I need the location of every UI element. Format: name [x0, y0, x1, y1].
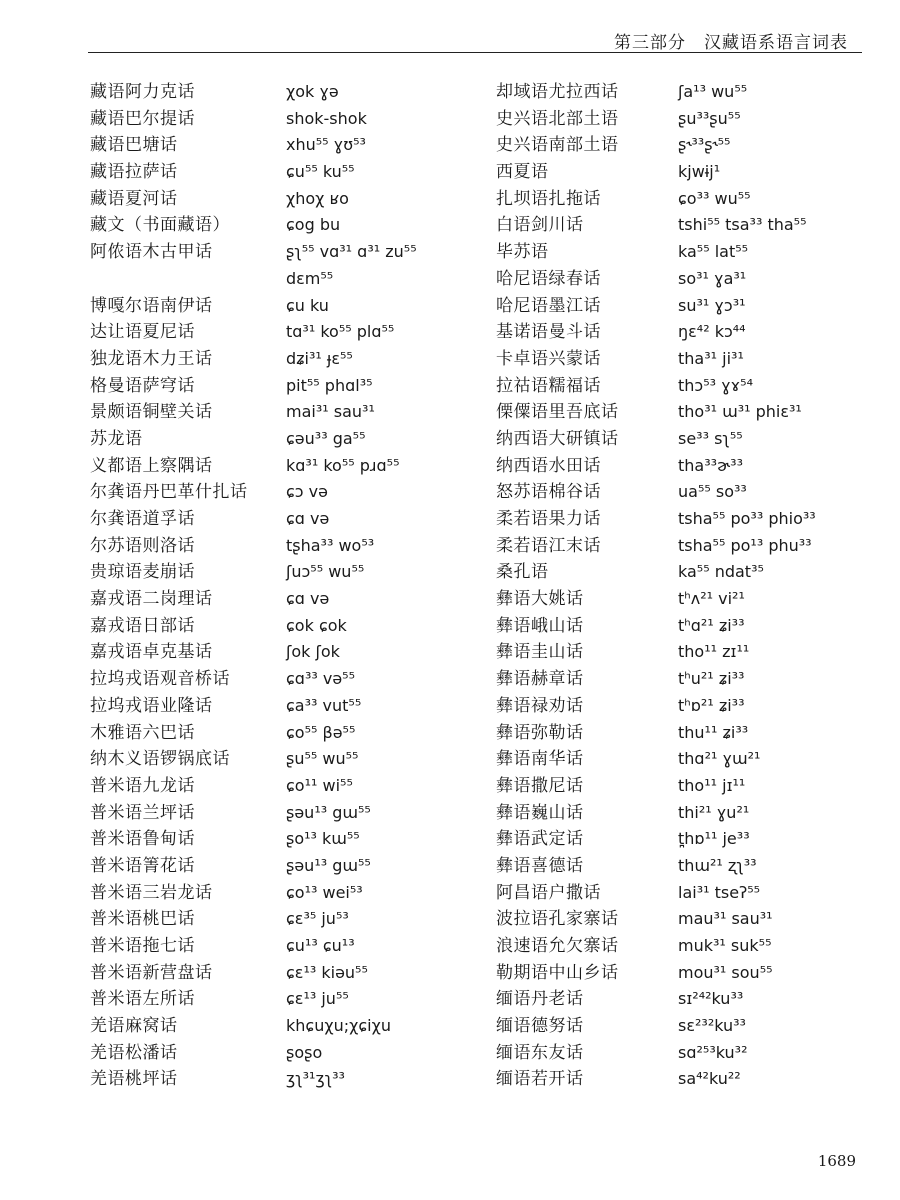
word-entry — [90, 373, 490, 400]
phonetic-form: mou³¹ sou⁵⁵ — [678, 962, 773, 982]
phonetic-form: ɕɑ və — [286, 589, 330, 609]
word-entry — [90, 132, 490, 159]
phonetic-form: χok ɣə — [286, 82, 339, 101]
phonetic-form: ʂʅ⁵⁵ vɑ³¹ ɑ³¹ zu⁵⁵ — [286, 242, 417, 262]
word-entry — [496, 426, 876, 453]
phonetic-form: thɯ²¹ ʐʅ³³ — [678, 855, 757, 875]
phonetic-form: tho¹¹ jɪ¹¹ — [678, 775, 746, 795]
word-entry — [90, 693, 490, 720]
dialect-label: 尔苏语则洛话 — [90, 535, 195, 556]
word-entry — [496, 132, 876, 159]
word-entry — [90, 800, 490, 827]
phonetic-form: tshi⁵⁵ tsa³³ tha⁵⁵ — [678, 215, 807, 235]
dialect-label: 羌语松潘话 — [90, 1042, 178, 1063]
phonetic-form: ʒʅ³¹ʒʅ³³ — [286, 1069, 345, 1089]
phonetic-form: ɕu ku — [286, 295, 329, 315]
phonetic-form: tʂha³³ wo⁵³ — [286, 535, 375, 555]
phonetic-form: tɑ³¹ ko⁵⁵ plɑ⁵⁵ — [286, 322, 395, 342]
dialect-label: 彝语南华话 — [496, 749, 584, 770]
phonetic-form: tsha⁵⁵ po¹³ phu³³ — [678, 535, 812, 555]
word-entry — [90, 1040, 490, 1067]
page-number: 1689 — [817, 1152, 856, 1170]
phonetic-form: khɕuχu;χɕiχu — [286, 1016, 391, 1036]
word-entry — [90, 426, 490, 453]
dialect-label: 藏语巴塘话 — [90, 135, 178, 156]
word-entry — [496, 453, 876, 480]
word-entry — [90, 159, 490, 186]
dialect-label: 彝语圭山话 — [496, 642, 584, 663]
word-entry — [496, 800, 876, 827]
dialect-label: 却域语尤拉西话 — [496, 82, 619, 102]
phonetic-form: ɕo¹³ wei⁵³ — [286, 882, 363, 902]
phonetic-form: tʰʌ²¹ vi²¹ — [678, 589, 745, 609]
word-entry — [496, 1013, 876, 1040]
dialect-label: 彝语撒尼话 — [496, 775, 584, 796]
word-entry — [496, 533, 876, 560]
phonetic-form: t̪hɒ¹¹ je³³ — [678, 829, 750, 849]
dialect-label: 阿昌语户撒话 — [496, 882, 601, 903]
phonetic-form: thi²¹ ɣu²¹ — [678, 802, 750, 822]
dialect-label: 彝语禄劝话 — [496, 695, 584, 716]
word-entry — [90, 639, 490, 666]
phonetic-form: lai³¹ tseʔ⁵⁵ — [678, 882, 761, 902]
dialect-label: 彝语巍山话 — [496, 802, 584, 823]
word-entry — [496, 693, 876, 720]
dialect-label: 嘉戎语二岗理话 — [90, 589, 213, 610]
word-entry — [90, 906, 490, 933]
phonetic-form: ŋɛ⁴² kɔ⁴⁴ — [678, 322, 746, 342]
phonetic-form: ua⁵⁵ so³³ — [678, 482, 747, 502]
phonetic-form: xhu⁵⁵ ɣʊ⁵³ — [286, 135, 366, 155]
dialect-label: 傈僳语里吾底话 — [496, 402, 619, 423]
word-entry — [496, 1040, 876, 1067]
dialect-label: 怒苏语棉谷话 — [496, 482, 601, 503]
word-entry — [90, 1013, 490, 1040]
word-entry — [90, 79, 490, 106]
phonetic-form: mai³¹ sau³¹ — [286, 402, 375, 422]
phonetic-form: se³³ sʅ⁵⁵ — [678, 428, 743, 448]
phonetic-form: ʂu³³ʂu⁵⁵ — [678, 108, 741, 128]
phonetic-form: ɕɛ³⁵ ju⁵³ — [286, 909, 349, 929]
phonetic-form: so³¹ ɣa³¹ — [678, 268, 747, 288]
word-entry — [496, 586, 876, 613]
phonetic-form: ɕəu³³ ga⁵⁵ — [286, 428, 366, 448]
phonetic-form: tʰɒ²¹ ʑi³³ — [678, 695, 745, 715]
dialect-label: 彝语弥勒话 — [496, 722, 584, 743]
word-entry — [496, 639, 876, 666]
dialect-label: 贵琼语麦崩话 — [90, 562, 195, 583]
dialect-label: 缅语丹老话 — [496, 989, 584, 1010]
dialect-label: 纳西语水田话 — [496, 455, 601, 476]
running-header-title: 第三部分 汉藏语系语言词表 — [614, 33, 848, 53]
word-entry — [496, 773, 876, 800]
phonetic-form: su³¹ ɣɔ³¹ — [678, 295, 746, 315]
dialect-label: 羌语桃坪话 — [90, 1069, 178, 1090]
dialect-label: 普米语兰坪话 — [90, 802, 195, 823]
dialect-label: 柔若语江末话 — [496, 535, 601, 556]
word-entry — [90, 1066, 490, 1093]
dialect-label: 博嘎尔语南伊话 — [90, 295, 213, 316]
dialect-label: 纳西语大研镇话 — [496, 428, 619, 449]
phonetic-form: tho¹¹ zɪ¹¹ — [678, 642, 750, 662]
word-entry — [90, 853, 490, 880]
word-entry — [90, 453, 490, 480]
dialect-label: 缅语东友话 — [496, 1042, 584, 1063]
phonetic-form: ʃok ʃok — [286, 642, 340, 662]
word-entry — [496, 159, 876, 186]
dialect-label: 藏语拉萨话 — [90, 162, 178, 183]
phonetic-form: ɕo¹¹ wi⁵⁵ — [286, 775, 353, 795]
dialect-label: 阿侬语木古甲话 — [90, 242, 213, 263]
phonetic-form: kjwɨj¹ — [678, 162, 721, 182]
word-entry — [90, 613, 490, 640]
phonetic-form: ɕo³³ wu⁵⁵ — [678, 188, 751, 208]
word-entry — [90, 960, 490, 987]
word-entry — [496, 266, 876, 293]
phonetic-form: sa⁴²ku²² — [678, 1069, 741, 1089]
word-entry — [90, 399, 490, 426]
phonetic-form: tho³¹ ɯ³¹ phiɛ³¹ — [678, 402, 802, 422]
dialect-label: 嘉戎语卓克基话 — [90, 642, 213, 663]
dialect-label: 彝语大姚话 — [496, 589, 584, 610]
word-entry — [496, 399, 876, 426]
phonetic-form: dɛm⁵⁵ — [286, 268, 334, 288]
dialect-label: 拉祜语糯福话 — [496, 375, 601, 396]
phonetic-form: ʂəu¹³ gɯ⁵⁵ — [286, 802, 371, 822]
dialect-label: 普米语三岩龙话 — [90, 882, 213, 903]
dialect-label: 缅语若开话 — [496, 1069, 584, 1090]
word-entry — [496, 986, 876, 1013]
word-entry — [496, 506, 876, 533]
left-column — [90, 79, 490, 1093]
dialect-label: 毕苏语 — [496, 242, 549, 263]
word-entry — [496, 613, 876, 640]
dialect-label: 达让语夏尼话 — [90, 322, 195, 343]
dialect-label: 藏语夏河话 — [90, 188, 178, 209]
phonetic-form: ka⁵⁵ ndat³⁵ — [678, 562, 764, 582]
right-column — [496, 79, 876, 1093]
word-entry — [496, 79, 876, 106]
dialect-label: 尔龚语丹巴革什扎话 — [90, 482, 248, 503]
word-entry — [496, 293, 876, 320]
dialect-label: 勒期语中山乡话 — [496, 962, 619, 983]
phonetic-form: tsha⁵⁵ po³³ phio³³ — [678, 509, 816, 528]
word-entry — [90, 106, 490, 133]
phonetic-form: tʰɑ²¹ ʑi³³ — [678, 615, 745, 635]
dialect-label: 藏语巴尔提话 — [90, 108, 195, 129]
phonetic-form: pit⁵⁵ phɑl³⁵ — [286, 375, 373, 395]
word-entry — [90, 479, 490, 506]
dialect-label: 哈尼语墨江话 — [496, 295, 601, 316]
phonetic-form: tʰu²¹ ʑi³³ — [678, 669, 745, 689]
word-entry — [90, 826, 490, 853]
word-entry — [90, 720, 490, 747]
word-entry — [496, 853, 876, 880]
dialect-label: 苏龙语 — [90, 428, 143, 449]
phonetic-form: ka⁵⁵ lat⁵⁵ — [678, 242, 749, 262]
phonetic-form: ʂu⁵⁵ wu⁵⁵ — [286, 749, 359, 769]
word-entry — [90, 933, 490, 960]
phonetic-form: dʑi³¹ ɟɛ⁵⁵ — [286, 348, 353, 368]
word-entry — [90, 586, 490, 613]
phonetic-form: sɪ²⁴²ku³³ — [678, 989, 744, 1009]
dialect-label: 拉坞戎语观音桥话 — [90, 669, 230, 690]
word-entry — [90, 533, 490, 560]
word-entry — [496, 960, 876, 987]
dialect-label: 纳木义语锣锅底话 — [90, 749, 230, 770]
phonetic-form: thu¹¹ ʑi³³ — [678, 722, 749, 742]
dialect-label: 普米语九龙话 — [90, 775, 195, 796]
phonetic-form: ʃuɔ⁵⁵ wu⁵⁵ — [286, 562, 365, 582]
dialect-label: 基诺语曼斗话 — [496, 322, 601, 343]
word-entry — [90, 293, 490, 320]
dialect-label: 藏文（书面藏语） — [90, 215, 230, 236]
word-entry — [90, 986, 490, 1013]
phonetic-form: shok-shok — [286, 108, 367, 128]
dialect-label: 羌语麻窝话 — [90, 1016, 178, 1037]
word-entry — [496, 373, 876, 400]
word-entry — [496, 746, 876, 773]
phonetic-form: sɛ²³²ku³³ — [678, 1016, 746, 1036]
word-entry — [496, 933, 876, 960]
dialect-label: 普米语左所话 — [90, 989, 195, 1010]
dialect-label: 普米语鲁甸话 — [90, 829, 195, 850]
dialect-label: 彝语喜德话 — [496, 855, 584, 876]
dialect-label: 哈尼语绿春话 — [496, 268, 601, 289]
word-entry — [90, 319, 490, 346]
phonetic-form: χhoχ ʁo — [286, 188, 349, 208]
dialect-label: 独龙语木力王话 — [90, 348, 213, 369]
word-entry — [496, 906, 876, 933]
dialect-label: 史兴语南部土语 — [496, 135, 619, 156]
phonetic-form: ɕog bu — [286, 215, 341, 235]
phonetic-form: ɕɔ və — [286, 482, 328, 502]
dialect-label: 浪速语允欠寨话 — [496, 936, 619, 956]
phonetic-form: mau³¹ sau³¹ — [678, 909, 773, 929]
dialect-label: 缅语德努话 — [496, 1016, 584, 1037]
phonetic-form: ɕɛ¹³ ju⁵⁵ — [286, 989, 349, 1009]
phonetic-form: ɕɑ³³ və⁵⁵ — [286, 669, 356, 689]
phonetic-form: ɕu⁵⁵ ku⁵⁵ — [286, 162, 355, 182]
word-entry — [90, 186, 490, 213]
word-entry — [90, 666, 490, 693]
phonetic-form: sɑ²⁵³ku³² — [678, 1042, 748, 1062]
dialect-label: 普米语拖七话 — [90, 936, 195, 956]
dialect-label: 景颇语铜壁关话 — [90, 402, 213, 423]
word-entry — [90, 773, 490, 800]
dialect-label: 白语剑川话 — [496, 215, 584, 236]
dialect-label: 普米语桃巴话 — [90, 909, 195, 930]
phonetic-form: ɕɛ¹³ kiəu⁵⁵ — [286, 962, 368, 982]
dialect-label: 尔龚语道孚话 — [90, 509, 195, 529]
word-entry — [496, 559, 876, 586]
dialect-label: 史兴语北部土语 — [496, 108, 619, 129]
dialect-label: 木雅语六巴话 — [90, 722, 195, 743]
phonetic-form: ʃa¹³ wu⁵⁵ — [678, 82, 748, 101]
phonetic-form: ʂ˞³³ʂ˞⁵⁵ — [678, 135, 731, 155]
word-entry — [90, 746, 490, 773]
phonetic-form: tha³¹ ji³¹ — [678, 348, 744, 368]
phonetic-form: ɕo⁵⁵ βə⁵⁵ — [286, 722, 356, 742]
word-entry — [496, 186, 876, 213]
header-rule — [88, 52, 862, 53]
word-entry — [90, 266, 490, 293]
word-entry — [496, 720, 876, 747]
dialect-label: 彝语赫章话 — [496, 669, 584, 690]
phonetic-form: muk³¹ suk⁵⁵ — [678, 936, 772, 955]
word-entry — [496, 346, 876, 373]
dialect-label: 嘉戎语日部话 — [90, 615, 195, 636]
word-entry — [496, 826, 876, 853]
phonetic-form: ʂəu¹³ gɯ⁵⁵ — [286, 855, 371, 875]
phonetic-form: thɑ²¹ ɣɯ²¹ — [678, 749, 761, 769]
dialect-label: 普米语新营盘话 — [90, 962, 213, 983]
word-entry — [90, 506, 490, 533]
phonetic-form: ɕa³³ vut⁵⁵ — [286, 695, 362, 715]
phonetic-form: kɑ³¹ ko⁵⁵ pɹɑ⁵⁵ — [286, 455, 400, 475]
word-entry — [496, 319, 876, 346]
word-entry — [496, 212, 876, 239]
phonetic-form: ɕɑ və — [286, 509, 330, 528]
word-entry — [496, 1066, 876, 1093]
dialect-label: 卡卓语兴蒙话 — [496, 348, 601, 369]
dialect-label: 彝语峨山话 — [496, 615, 584, 636]
dialect-label: 西夏语 — [496, 162, 549, 183]
word-entry — [90, 880, 490, 907]
word-entry — [496, 666, 876, 693]
dialect-label: 拉坞戎语业隆话 — [90, 695, 213, 716]
dialect-label: 柔若语果力话 — [496, 509, 601, 529]
word-entry — [90, 212, 490, 239]
phonetic-form: thɔ⁵³ ɣɤ⁵⁴ — [678, 375, 754, 395]
word-entry — [90, 559, 490, 586]
word-entry — [90, 239, 490, 266]
phonetic-form: ɕu¹³ ɕu¹³ — [286, 936, 355, 955]
phonetic-form: tha³³ɚ³³ — [678, 455, 743, 475]
dialect-label: 扎坝语扎拖话 — [496, 188, 601, 209]
dialect-label: 义都语上察隅话 — [90, 455, 213, 476]
dialect-label: 普米语箐花话 — [90, 855, 195, 876]
word-entry — [496, 106, 876, 133]
word-entry — [90, 346, 490, 373]
word-entry — [496, 880, 876, 907]
word-entry — [496, 239, 876, 266]
dialect-label: 格曼语萨穹话 — [90, 375, 195, 396]
phonetic-form: ʂo¹³ kɯ⁵⁵ — [286, 829, 360, 849]
dialect-label: 波拉语孔家寨话 — [496, 909, 619, 930]
phonetic-form: ʂoʂo — [286, 1042, 323, 1062]
dialect-label: 彝语武定话 — [496, 829, 584, 850]
page-header — [0, 0, 900, 60]
phonetic-form: ɕok ɕok — [286, 615, 347, 635]
word-entry — [496, 479, 876, 506]
dialect-label: 桑孔语 — [496, 562, 549, 583]
dialect-label: 藏语阿力克话 — [90, 82, 195, 102]
